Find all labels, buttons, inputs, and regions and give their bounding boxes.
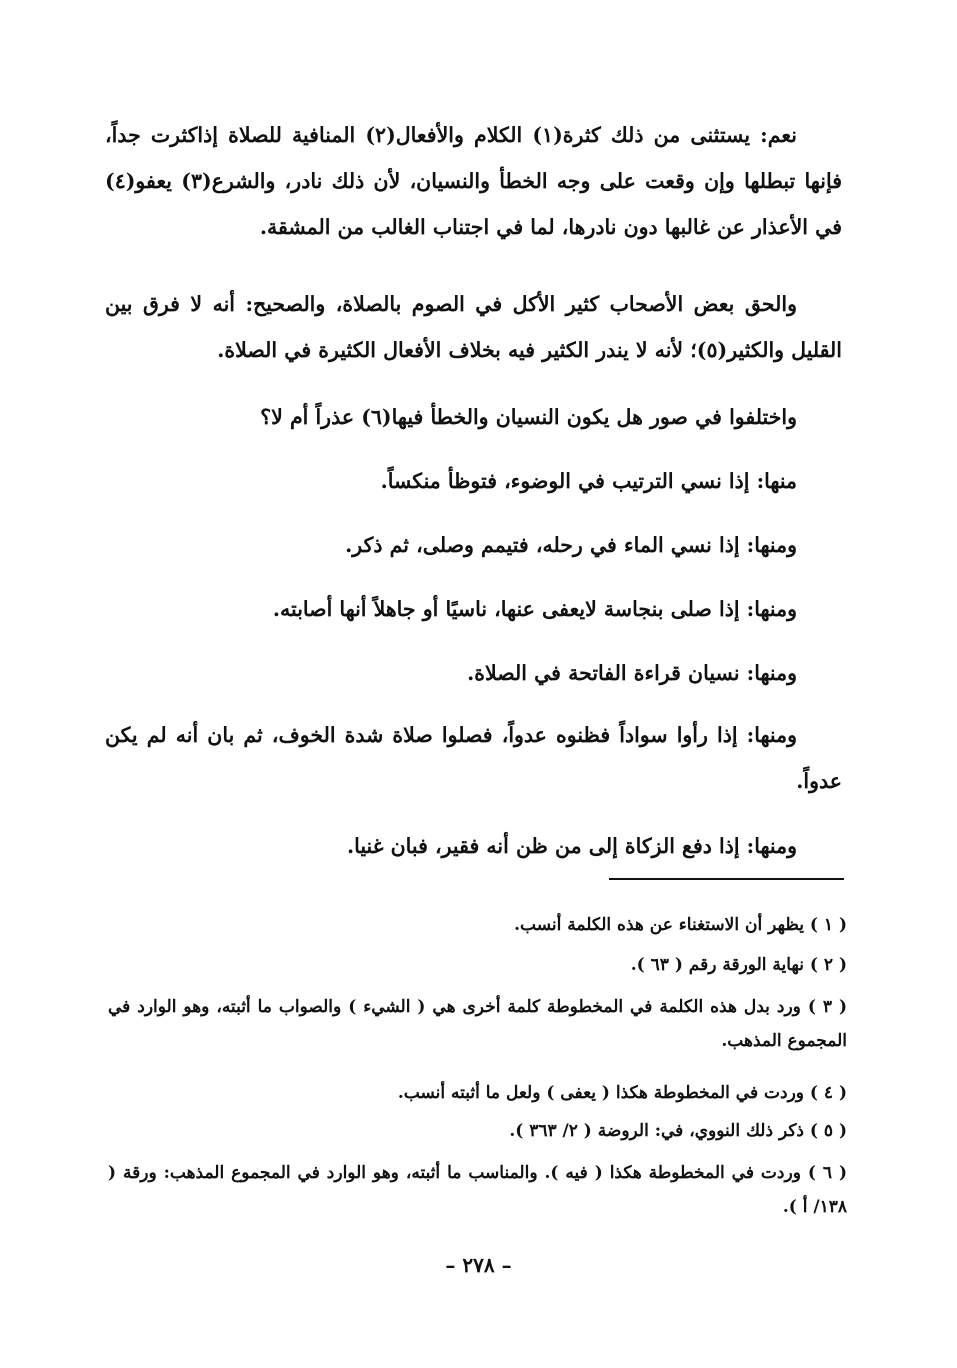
page-number: – ٢٧٨ – [445,1253,512,1277]
footnote-1: ( ١ ) يظهر أن الاستغناء عن هذه الكلمة أنسب. [514,915,847,935]
footnote-3: ( ٣ ) ورد بدل هذه الكلمة في المخطوطة كلمة أخرى هي ( الشيء ) والصواب ما أثبته، وهو الوارد في المجموع المذهب. [108,997,847,1051]
footnote-separator [609,878,844,880]
paragraph-9: ومنها: إذا دفع الزكاة إلى من ظن أنه فقير، فبان غنيا. [346,834,797,858]
paragraph-3: واختلفوا في صور هل يكون النسيان والخطأ فيها(٦) عذراً أم لا؟ [260,405,797,429]
paragraph-4: منها: إذا نسي الترتيب في الوضوء، فتوظأ منكساً. [380,469,797,493]
footnote-5: ( ٥ ) ذكر ذلك النووي، في: الروضة ( ٢/ ٣٦٣ ). [509,1121,847,1141]
footnote-2: ( ٢ ) نهاية الورقة رقم ( ٦٣ ). [630,955,847,975]
footnote-6: ( ٦ ) وردت في المخطوطة هكذا ( فيه ). والمناسب ما أثبته، وهو الوارد في المجموع المذهب: ورقة ( ١٣٨/ أ ). [108,1163,847,1217]
paragraph-7: ومنها: نسيان قراءة الفاتحة في الصلاة. [467,661,797,685]
paragraph-5: ومنها: إذا نسي الماء في رحله، فتيمم وصلى، ثم ذكر. [345,533,797,557]
footnote-4: ( ٤ ) وردت في المخطوطة هكذا ( يعفى ) ولعل ما أثبته أنسب. [397,1083,847,1103]
paragraph-8: ومنها: إذا رأوا سواداً فظنوه عدواً، فصلوا صلاة شدة الخوف، ثم بان أنه لم يكن عدواً. [105,723,842,793]
paragraph-2: والحق بعض الأصحاب كثير الأكل في الصوم بالصلاة، والصحيح: أنه لا فرق بين القليل والكثير(٥)؛ لأنه لا يندر الكثير فيه بخلاف الأفعال الكثيرة في الصلاة. [105,292,842,362]
paragraph-1: نعم: يستثنى من ذلك كثرة(١) الكلام والأفعال(٢) المنافية للصلاة إذاكثرت جداً، فإنها تبطلها وإن وقعت على وجه الخطأ والنسيان، لأن ذلك نادر، والشرع(٣) يعفو(٤) في الأعذار عن غالبها دون نادرها، لما في اجتناب الغالب من المشقة. [105,123,843,239]
paragraph-6: ومنها: إذا صلى بنجاسة لايعفى عنها، ناسيًا أو جاهلاً أنها أصابته. [272,597,797,621]
